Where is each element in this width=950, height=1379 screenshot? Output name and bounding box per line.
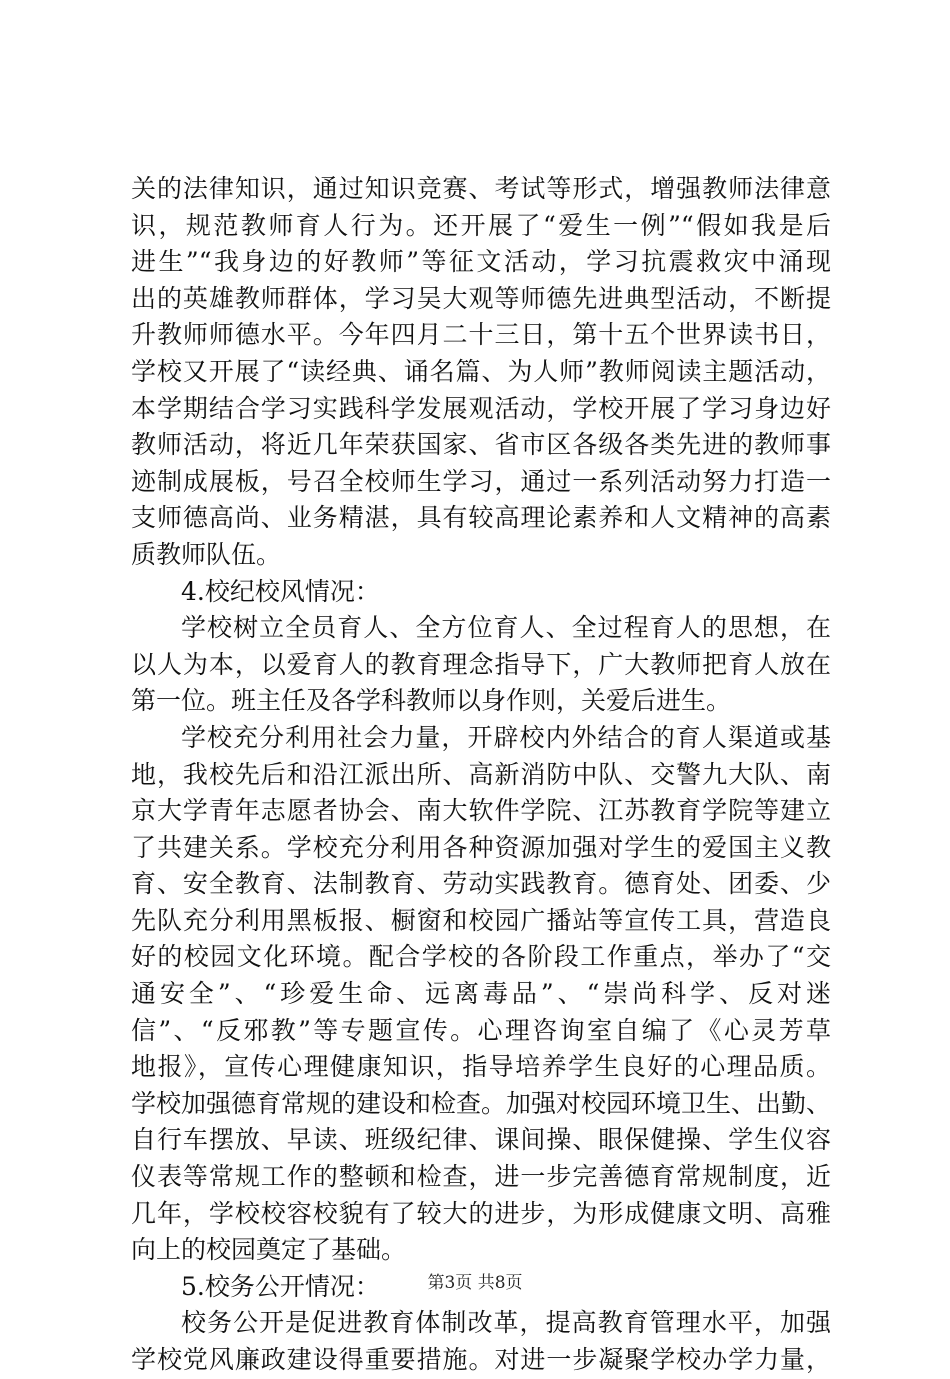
- text-line: 学校加强德育常规的建设和检查。加强对校园环境卫生、出勤、: [131, 1088, 832, 1118]
- text-line: 信”、“反邪教”等专题宣传。心理咨询室自编了《心灵芳草: [131, 1015, 831, 1045]
- text-line: 支师德高尚、业务精湛，具有较高理论素养和人文精神的高素: [131, 503, 831, 533]
- text-line: 地，我校先后和沿江派出所、高新消防中队、交警九大队、南: [131, 759, 831, 789]
- text-line: 京大学青年志愿者协会、南大软件学院、江苏教育学院等建立: [131, 796, 831, 826]
- page-number-footer: 第3页 共8页: [427, 1273, 523, 1293]
- text-line: 仪表等常规工作的整顿和检查，进一步完善德育常规制度，近: [131, 1162, 831, 1192]
- text-line: 向上的校园奠定了基础。: [131, 1235, 407, 1265]
- text-line: 第一位。班主任及各学科教师以身作则，关爱后进生。: [131, 686, 732, 716]
- text-line: 本学期结合学习实践科学发展观活动，学校开展了学习身边好: [131, 393, 831, 423]
- text-line: 学校党风廉政建设得重要措施。对进一步凝聚学校办学力量，: [131, 1345, 831, 1374]
- text-line: 进生”“我身边的好教师”等征文活动，学习抗震救灾中涌现: [131, 247, 831, 277]
- text-line: 识，规范教师育人行为。还开展了“爱生一例”“假如我是后: [131, 210, 831, 240]
- text-line: 教师活动，将近几年荣获国家、省市区各级各类先进的教师事: [131, 430, 831, 460]
- text-line: 好的校园文化环境。配合学校的各阶段工作重点，举办了“交: [131, 942, 831, 972]
- text-line: 以人为本，以爱育人的教育理念指导下，广大教师把育人放在: [131, 649, 831, 679]
- text-line: 自行车摆放、早读、班级纪律、课间操、眼保健操、学生仪容: [131, 1125, 831, 1155]
- text-line: 育、安全教育、法制教育、劳动实践教育。德育处、团委、少: [131, 869, 831, 899]
- text-line: 关的法律知识，通过知识竞赛、考试等形式，增强教师法律意: [131, 174, 831, 203]
- text-line: 质教师队伍。: [131, 539, 282, 569]
- text-line: 地报》，宣传心理健康知识，指导培养学生良好的心理品质。: [131, 1052, 831, 1082]
- text-line: 学校树立全员育人、全方位育人、全过程育人的思想，在: [181, 613, 831, 643]
- text-line: 了共建关系。学校充分利用各种资源加强对学生的爱国主义教: [131, 832, 831, 862]
- text-line: 出的英雄教师群体，学习吴大观等师德先进典型活动，不断提: [131, 283, 831, 313]
- text-line: 迹制成展板，号召全校师生学习，通过一系列活动努力打造一: [131, 466, 831, 496]
- text-line: 学校又开展了“读经典、诵名篇、为人师”教师阅读主题活动，: [131, 356, 831, 386]
- text-line: 学校充分利用社会力量，开辟校内外结合的育人渠道或基: [181, 722, 831, 752]
- section-heading: 5.校务公开情况：: [181, 1271, 380, 1301]
- text-line: 通安全”、“珍爱生命、远离毒品”、“崇尚科学、反对迷: [131, 979, 831, 1009]
- section-heading: 4.校纪校风情况：: [181, 576, 380, 606]
- text-line: 先队充分利用黑板报、橱窗和校园广播站等宣传工具，营造良: [131, 905, 831, 935]
- document-body: [131, 171, 831, 1379]
- text-line: 校务公开是促进教育体制改革，提高教育管理水平，加强: [181, 1308, 831, 1338]
- text-line: 几年，学校校容校貌有了较大的进步，为形成健康文明、高雅: [131, 1198, 831, 1228]
- text-line: 升教师师德水平。今年四月二十三日，第十五个世界读书日，: [131, 320, 831, 350]
